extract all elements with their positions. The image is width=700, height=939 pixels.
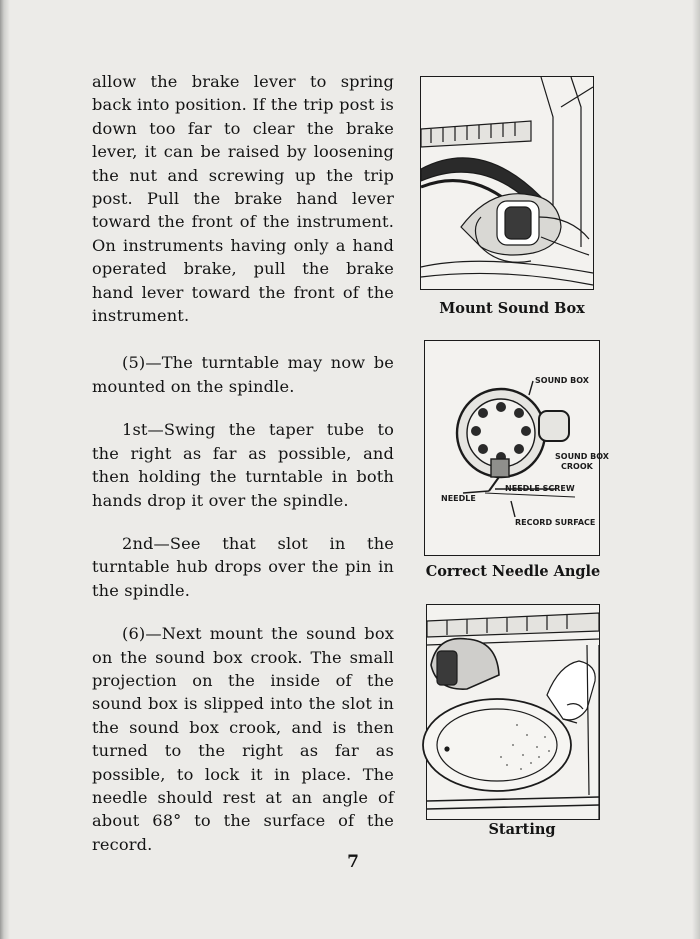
page-edge-left bbox=[0, 0, 10, 939]
mount-sound-box-illustration bbox=[421, 77, 593, 289]
paragraph-sound-box: (6)—Next mount the sound box on the sound box crook. The small projection on the inside of the sound box is slipped into the slot in the sound box crook, and is then turned to the right as far as possible, to lock it in place. The needle should rest at an angle of about 68° to the surface of the record. bbox=[92, 624, 394, 854]
figure-starting bbox=[426, 604, 600, 820]
paragraph-brake-lever: allow the brake lever to spring back into position. If the trip post is down too far to clear the brake lever, it can be raised by loosening the nut and screwing up the trip post. Pull the brake hand lever toward the front of the instrument. On instruments having only a hand operated brake, pull the brake hand lever toward the front of the instrument. bbox=[92, 72, 394, 326]
figure-mount-sound-box bbox=[420, 76, 594, 290]
starting-illustration bbox=[427, 605, 599, 819]
text-column bbox=[92, 70, 394, 856]
label-sound-box-crook-line2: CROOK bbox=[561, 462, 593, 471]
figure-correct-needle-angle bbox=[424, 340, 609, 556]
paragraph-first-step: 1st—Swing the taper tube to the right as far as possible, and then holding the turntable in both hands drop it over the spindle. bbox=[92, 420, 394, 510]
paragraph-turntable: (5)—The turntable may now be mounted on the spindle. bbox=[92, 353, 394, 396]
caption-mount-sound-box: Mount Sound Box bbox=[439, 300, 585, 317]
page-edge-right bbox=[692, 0, 700, 939]
label-record-surface: RECORD SURFACE bbox=[515, 518, 596, 527]
caption-correct-needle-angle: Correct Needle Angle bbox=[425, 563, 601, 580]
page-number: 7 bbox=[347, 852, 359, 872]
needle-angle-diagram bbox=[425, 341, 609, 555]
label-needle: NEEDLE bbox=[441, 494, 476, 503]
label-sound-box-crook-line1: SOUND BOX bbox=[555, 452, 609, 461]
label-needle-screw: NEEDLE SCREW bbox=[505, 484, 575, 493]
label-sound-box: SOUND BOX bbox=[535, 376, 589, 385]
caption-starting: Starting bbox=[488, 821, 556, 838]
paragraph-second-step: 2nd—See that slot in the turntable hub drops over the pin in the spindle. bbox=[92, 533, 394, 600]
